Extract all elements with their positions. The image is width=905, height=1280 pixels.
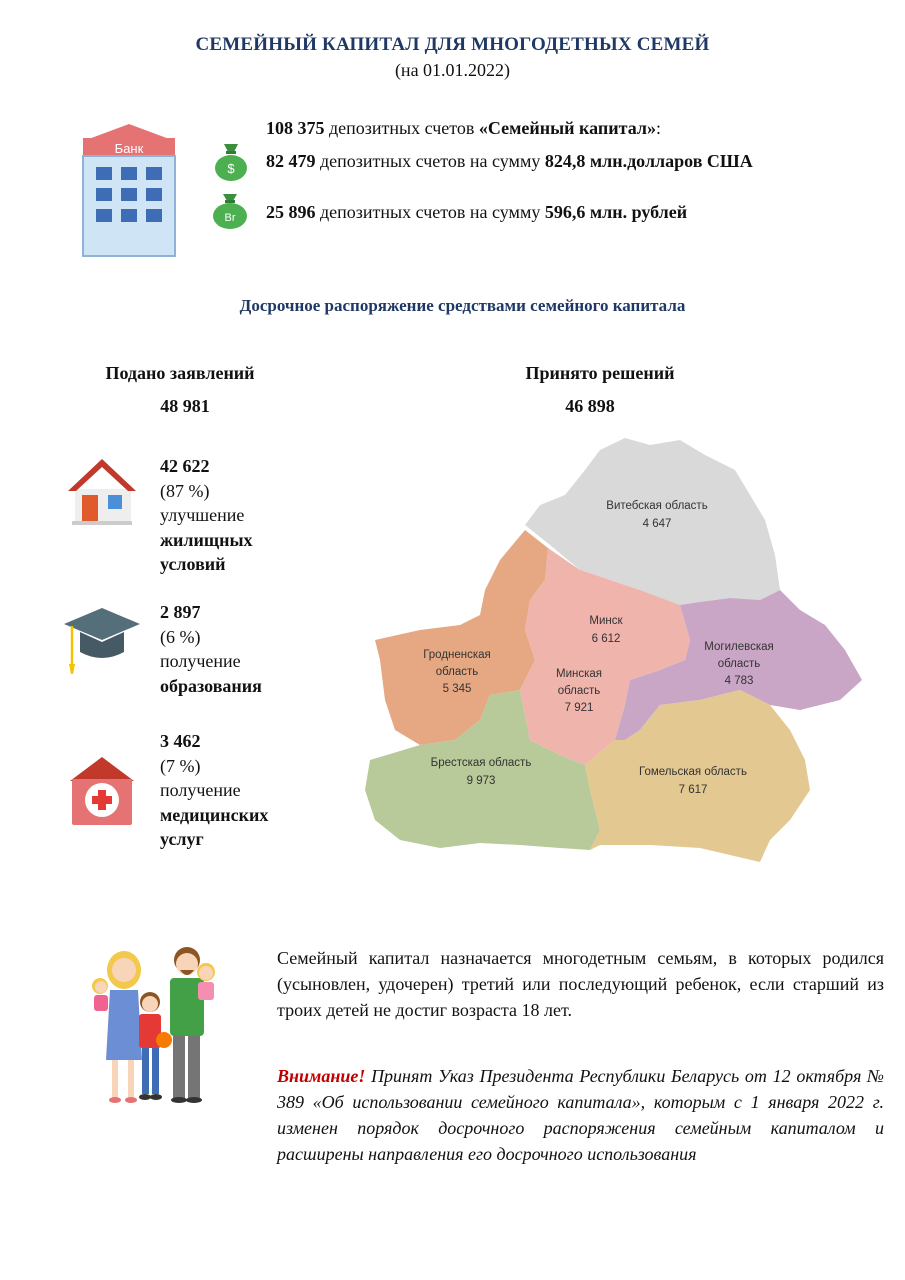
page-title: СЕМЕЙНЫЙ КАПИТАЛ ДЛЯ МНОГОДЕТНЫХ СЕМЕЙ xyxy=(195,34,710,55)
graduation-cap-icon xyxy=(62,604,142,680)
family-illustration xyxy=(82,940,222,1110)
svg-text:$: $ xyxy=(227,161,235,176)
belarus-regions-map xyxy=(355,432,865,867)
decisions-value: 46 898 xyxy=(565,396,615,416)
svg-text:Гомельская область: Гомельская область xyxy=(639,766,747,778)
category-medical: 3 462 (7 %) получение медицинских услуг xyxy=(160,731,269,849)
svg-text:Br: Br xyxy=(224,212,236,224)
report-date: (на 01.01.2022) xyxy=(394,60,511,80)
svg-text:7 617: 7 617 xyxy=(678,784,708,796)
ruble-bag-icon xyxy=(210,192,250,230)
svg-text:4 783: 4 783 xyxy=(724,675,754,687)
bank-sign: Банк xyxy=(114,141,144,156)
svg-text:Витебская область: Витебская область xyxy=(606,500,708,512)
house-icon xyxy=(66,455,138,527)
svg-text:Могилевская: Могилевская xyxy=(704,641,774,653)
category-housing: 42 622 (87 %) улучшение жилищных условий xyxy=(160,456,253,574)
svg-text:4 647: 4 647 xyxy=(642,518,672,530)
applied-label: Подано заявлений xyxy=(105,363,255,383)
usd-accounts: 82 479 депозитных счетов на сумму 824,8 млн.долларов США xyxy=(266,151,753,171)
svg-text:область: область xyxy=(717,658,761,670)
svg-text:область: область xyxy=(435,666,479,678)
svg-text:Минская: Минская xyxy=(555,668,603,680)
decree-notice xyxy=(277,1063,884,1167)
svg-text:Минск: Минск xyxy=(589,615,623,627)
bank-building-icon xyxy=(78,122,180,258)
svg-text:Брестская область: Брестская область xyxy=(430,757,532,769)
applied-value: 48 981 xyxy=(160,396,210,416)
notice-text: Принят Указ Президента Республики Беларусь от 12 октября № 389 «Об использовании семейного капитала», которым с 1 января 2022 г. изменен порядок досрочного распоряжения семейным капиталом и расширены направления его досрочного использования xyxy=(277,1066,885,1164)
category-education: 2 897 (6 %) получение образования xyxy=(160,602,262,696)
family-capital-info: Семейный капитал назначается многодетным семьям, в которых родился (усыновлен, удочерен) третий или последующий ребенок, если старший из троих детей не достиг возраста 18 лет. xyxy=(277,948,884,1020)
svg-text:Гродненская: Гродненская xyxy=(423,649,491,661)
medical-icon xyxy=(66,755,138,827)
dollar-bag-icon xyxy=(212,140,250,182)
byn-accounts: 25 896 депозитных счетов на сумму 596,6 млн. рублей xyxy=(266,202,688,222)
svg-text:5 345: 5 345 xyxy=(442,683,472,695)
svg-text:6 612: 6 612 xyxy=(591,633,621,645)
svg-text:область: область xyxy=(557,685,601,697)
total-accounts: 108 375 депозитных счетов «Семейный капитал»: xyxy=(266,118,661,138)
svg-text:9 973: 9 973 xyxy=(466,775,496,787)
section-heading: Досрочное распоряжение средствами семейного капитала xyxy=(239,296,686,315)
decisions-label: Принято решений xyxy=(525,363,675,383)
svg-text:7 921: 7 921 xyxy=(564,702,594,714)
warning-label: Внимание! xyxy=(277,1066,366,1086)
